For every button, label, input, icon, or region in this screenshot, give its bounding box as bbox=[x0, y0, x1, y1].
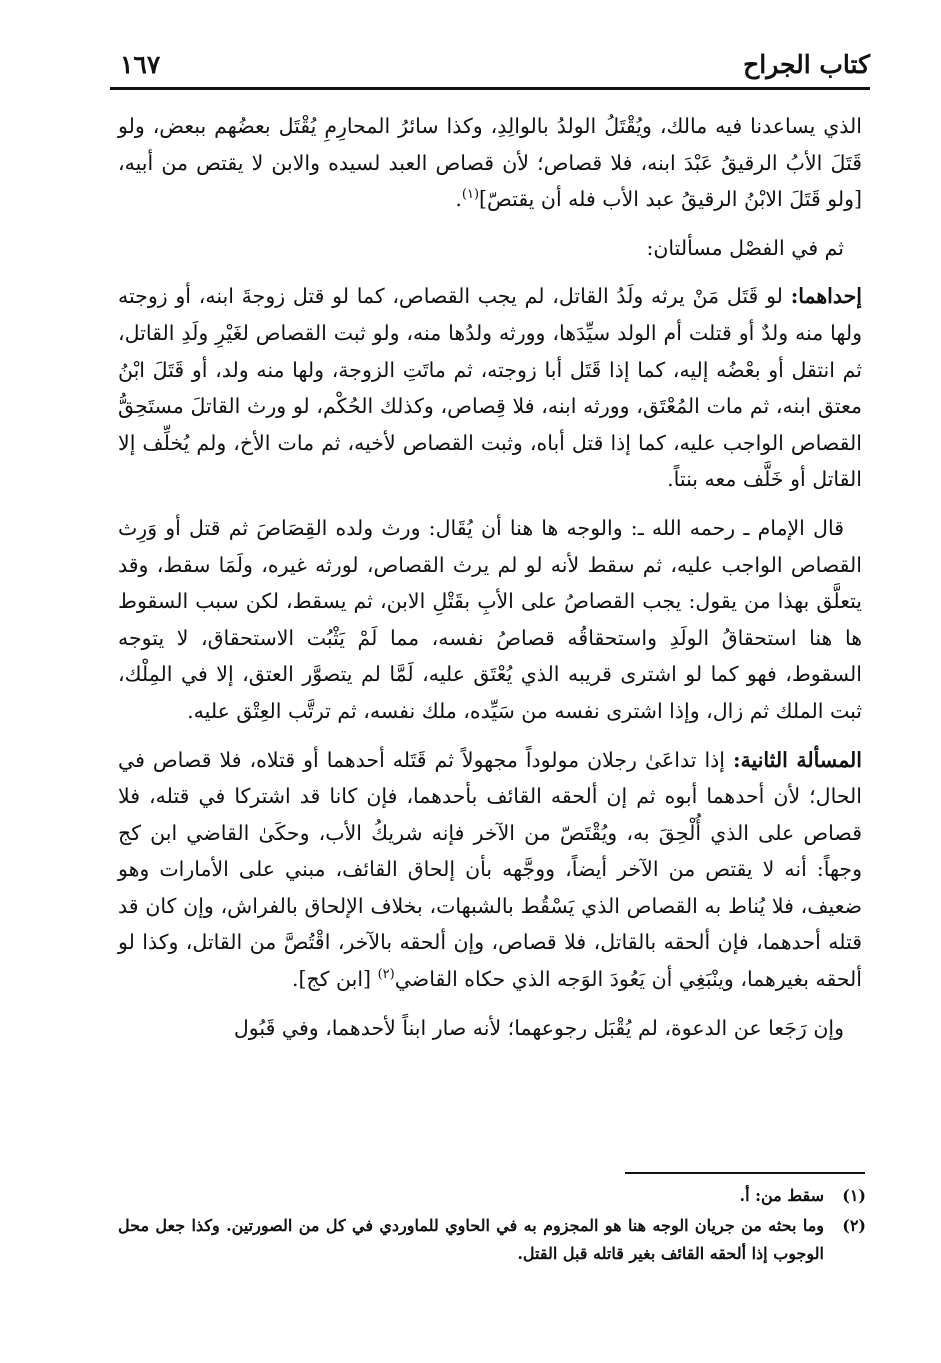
paragraph-text: وإن رَجَعا عن الدعوة، لم يُقْبَل رجوعهما؛ لأنه صار ابناً لأحدهما، وفي قَبُول bbox=[233, 1015, 844, 1040]
paragraph-6 bbox=[118, 1010, 862, 1047]
paragraph-lead: إحداهما: bbox=[790, 284, 862, 309]
paragraph-text: قال الإمام ـ رحمه الله ـ: والوجه ها هنا أن يُقَال: ورث ولده القِصَاصَ ثم قتل أو وَرِث القصاص الواجب عليه، ثم سقط لأنه لو لم يرث القصاص، لورثه غيره، ولَمَا سقط، وقد يتعلَّق بهذا من يقول: يجب القصاصُ على الأبِ بقَتْلِ الابن، ثم يسقط، لكن سبب السقوط ها هنا استحقاقُ الولَدِ واستحقاقُه قصاصُ نفسه، مما لَمْ يَثْبُت الاستحقاق، لا يتوجه السقوط، فهو كما لو اشترى قريبه الذي يُعْتَق عليه، لَمَّا لم يتصوَّر العتق، إلا في المِلْك، ثبت الملك ثم زال، وإذا اشترى نفسه من سَيِّده، ملك نفسه، ثم ترتَّب العِتْق عليه. bbox=[118, 515, 862, 723]
paragraph-lead: المسألة الثانية: bbox=[732, 747, 862, 772]
footnote-number: (٢) bbox=[842, 1216, 866, 1235]
paragraph-5 bbox=[118, 742, 862, 998]
paragraph-tail: . bbox=[455, 187, 462, 212]
main-text bbox=[118, 108, 862, 1058]
footnote-divider bbox=[625, 1172, 865, 1174]
footnote-ref-2[interactable]: (٢) bbox=[377, 967, 395, 983]
footnote-1 bbox=[118, 1182, 866, 1210]
paragraph-text: ثم في الفصْل مسألتان: bbox=[646, 235, 844, 260]
paragraph-3 bbox=[118, 278, 862, 498]
paragraph-text: لو قَتَل مَنْ يرثه ولَدُ القاتل، لم يجب القصاص، كما لو قتل زوجةَ ابنه، أو زوجته ولها منه ولدٌ أو قتلت أم الولد سيِّدَها، وورثه ولدُها منه، ولو ثبت القصاص لغَيْرِ ولَدِ القاتل، ثم انتقل أو بعْضُه إليه، كما إذا قَتَل أبا زوجته، ثم ماتَتِ الزوجة، ولها منه ولد، أو قَتَلَ ابْنُ معتق ابنه، ثم مات المُعْتَق، وورثه ابنه، فلا قِصاص، وكذلك الحُكْم، لو ورث القاتلَ مستَحِقُّ القصاص الواجب عليه، كما إذا قتل أباه، وثبت القصاص لأخيه، ثم مات الأخ، ولم يُخلِّف إلا القاتل أو خَلَّف معه بنتاً. bbox=[118, 284, 862, 492]
footnote-text: سقط من: أ. bbox=[739, 1186, 824, 1205]
header-divider bbox=[110, 87, 870, 90]
paragraph-1 bbox=[118, 108, 862, 218]
paragraph-tail: [ابن كج]. bbox=[292, 967, 378, 992]
footnote-ref-1[interactable]: (١) bbox=[461, 187, 480, 203]
footnote-2 bbox=[118, 1212, 866, 1268]
paragraph-text: الذي يساعدنا فيه مالك، ويُقْتَلُ الولدُ بالوالِدِ، وكذا سائرُ المحارِمِ يُقْتَل بعضُهم ببعض، ولو قَتَلَ الأبُ الرقيقُ عَبْدَ ابنه، فلا قصاص؛ لأن قصاص العبد لسيده والابن لا يقتص من أبيه، [ولو قَتَلَ الابْنُ الرقيقُ عبد الأب فله أن يقتصّ] bbox=[118, 114, 862, 212]
footnote-text: وما بحثه من جريان الوجه هنا هو المجزوم به في الحاوي للماوردي في كل من الصورتين. وكذا جعل محل الوجوب إذا ألحقه القائف بغير قاتله قبل القتل. bbox=[118, 1216, 824, 1263]
paragraph-text: إذا تداعَىٰ رجلان مولوداً مجهولاً ثم قَتَله أحدهما أو قتلاه، فلا قصاص في الحال؛ لأن أحدهما أبوه ثم إن ألحقه القائف بأحدهما، فإن كانا قد اشتركا في قتله، فلا قصاص على الذي أُلْحِقَ به، ويُقْتَصّ من الآخر فإنه شريكُ الأب، وحكَىٰ القاضي ابن كج وجهاً: أنه لا يقتص من الآخر أيضاً، ووجَّهه بأن إلحاق القائف، مبني على الأمارات وهو ضعيف، فلا يُناط به القصاص الذي يَسْقُط بالشبهات، بخلاف الإلحاق بالفراش، وإن كان قد قتله أحدهما، فإن ألحقه بالقاتل، فلا قصاص، وإن ألحقه بالآخر، اقْتُصَّ من القاتل، وكذا لو ألحقه بغيرهما، وينْبَغِي أن يَعُودَ الوَجه الذي حكاه القاضي bbox=[118, 747, 862, 992]
footnote-number: (١) bbox=[842, 1186, 866, 1205]
page-number: ١٦٧ bbox=[120, 50, 161, 79]
book-title: كتاب الجراح bbox=[743, 50, 870, 79]
running-header bbox=[110, 38, 870, 88]
paragraph-2 bbox=[118, 230, 862, 267]
footnotes bbox=[118, 1182, 866, 1270]
paragraph-4 bbox=[118, 510, 862, 730]
